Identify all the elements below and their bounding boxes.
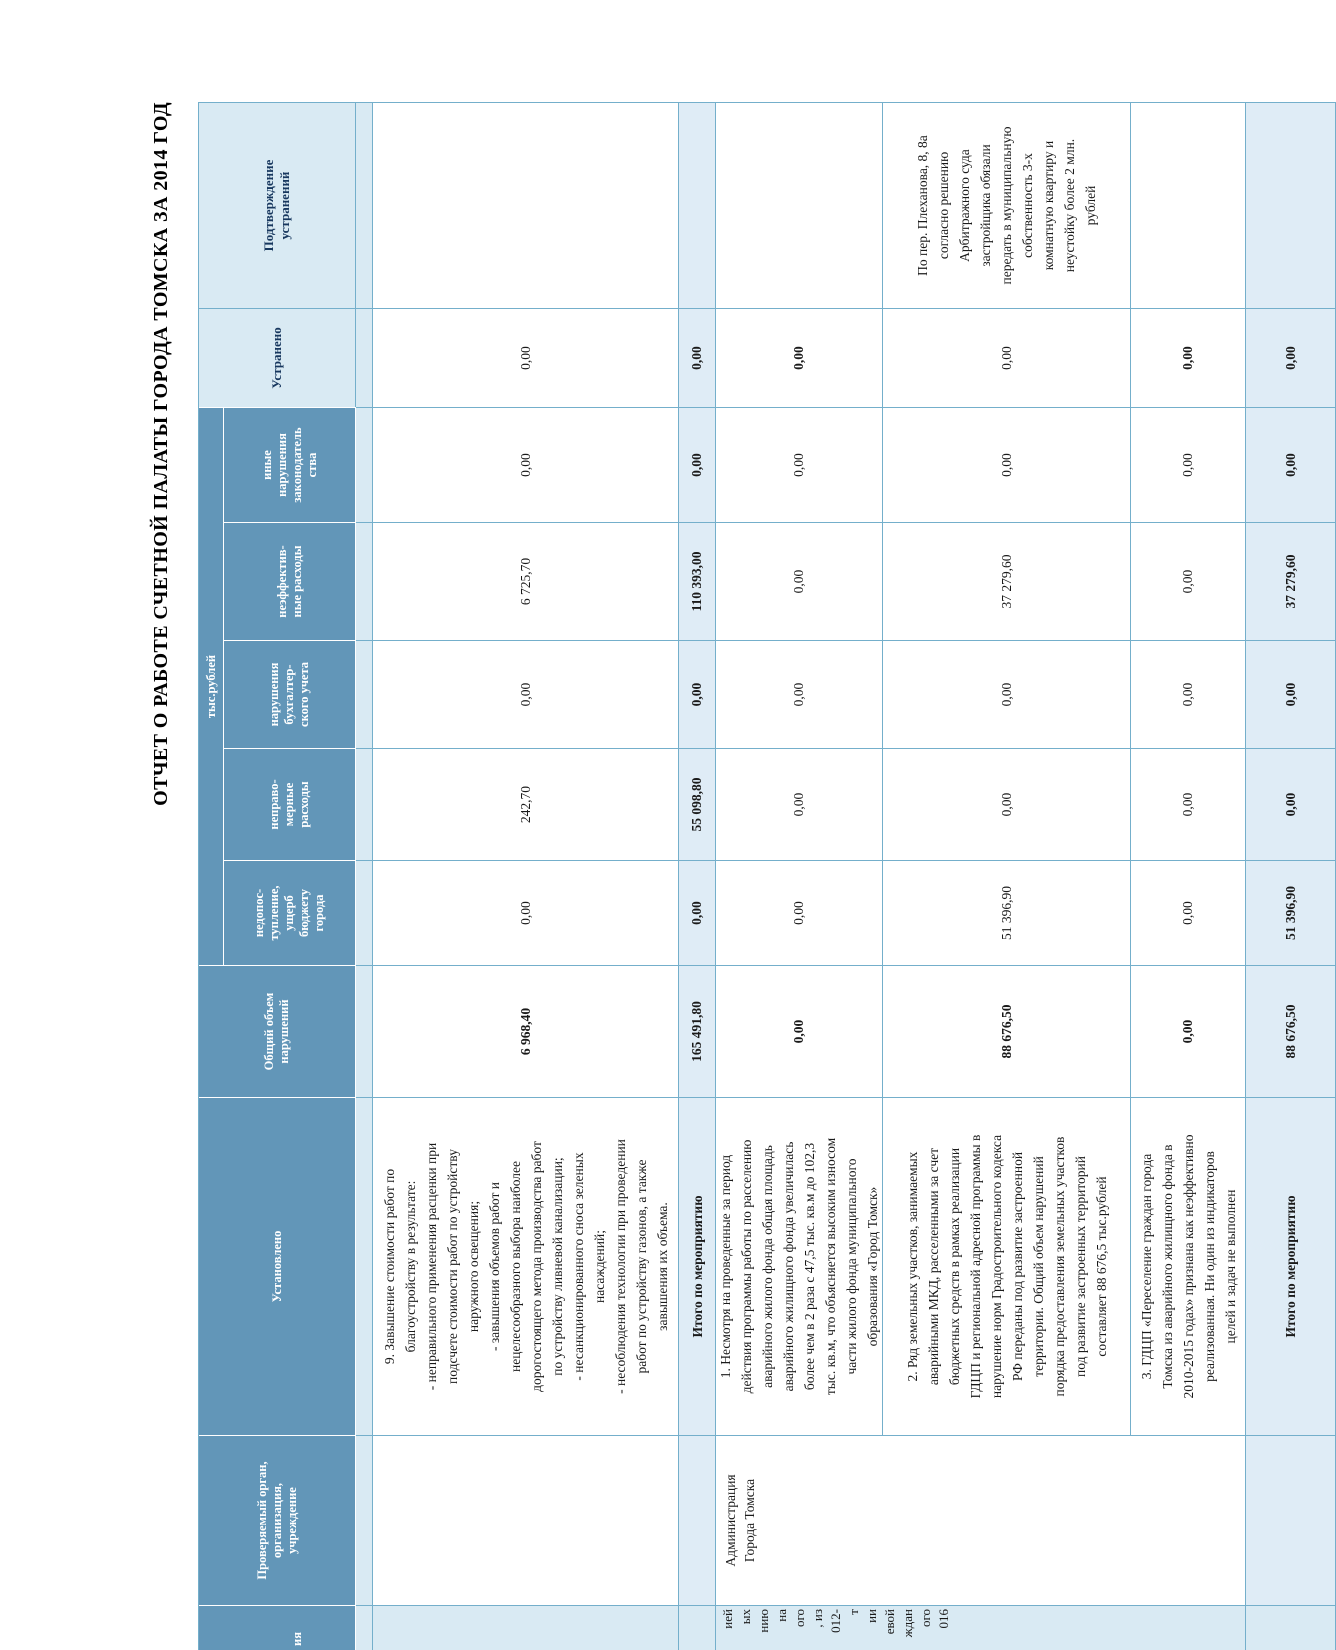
found-text-line: 3. ГДЦП «Переселение граждан города <box>1138 1153 1154 1380</box>
header-line: устранений <box>277 171 292 240</box>
cell-item-3-shortfall: 0,00 <box>1131 860 1246 965</box>
cell-item-9-other: 0,00 <box>373 407 679 522</box>
cell-item-1-accounting: 0,00 <box>716 640 883 748</box>
cell-item-1-ineffective: 0,00 <box>716 522 883 640</box>
fragment-line: на <box>774 1609 789 1622</box>
found-text-line: порядка предоставления земельных участков <box>1051 1136 1067 1397</box>
cell-item-9-ineffective: 6 725,70 <box>373 522 679 640</box>
found-text-line: - завышения объемов работ и <box>486 1181 502 1352</box>
spacer-row-cell <box>356 860 373 965</box>
cell-item-3-found <box>1131 1097 1246 1435</box>
header-line: учреждение <box>284 1487 299 1554</box>
header-line: ского учета <box>297 662 311 727</box>
found-text-line: территории. Общий объем нарушений <box>1030 1156 1046 1377</box>
subtotal-label: Итого по мероприятию <box>1283 1195 1298 1338</box>
cell-subtotal-1-illegitimate: 55 098,80 <box>679 748 716 860</box>
found-text-line: реализованная. Ни один из индикаторов <box>1201 1151 1217 1382</box>
found-text-line: РФ переданы под развитие застроенной <box>1009 1151 1025 1382</box>
cell-subtotal-2-confirmation <box>1246 102 1336 308</box>
found-text-line: подсчете стоимости работ по устройству <box>444 1149 460 1384</box>
document-title: ОТЧЕТ О РАБОТЕ СЧЕТНОЙ ПАЛАТЫ ГОРОДА ТОМСКА ЗА 2014 ГОД <box>150 102 172 806</box>
found-text-line: аварийного жилого фонда общая площадь <box>760 1145 775 1388</box>
spacer-row-cell <box>356 522 373 640</box>
header-line: нарушения <box>274 433 289 497</box>
cell-item-2-shortfall: 51 396,90 <box>883 860 1131 965</box>
cell-item-9-fixed: 0,00 <box>373 308 679 407</box>
header-line: расходы <box>297 781 311 828</box>
cell-subtotal-1-accounting: 0,00 <box>679 640 716 748</box>
cell-subtotal-2-accounting: 0,00 <box>1246 640 1336 748</box>
header-line: неправо- <box>267 779 281 830</box>
cell-subtotal-2-shortfall: 51 396,90 <box>1246 860 1336 965</box>
found-text-line: завышения их объема. <box>654 1202 670 1331</box>
found-text-line: дорогостоящего метода производства работ <box>528 1141 544 1392</box>
found-text-line: аварийного жилищного фонда увеличилась <box>781 1141 796 1392</box>
header-line: Установлено <box>269 1230 284 1303</box>
fragment-line: ией <box>720 1609 735 1629</box>
cell-item-9-accounting: 0,00 <box>373 640 679 748</box>
cell-item-9-found <box>373 1097 679 1435</box>
report-table <box>198 102 1336 1650</box>
spacer-row-cell <box>356 1097 373 1435</box>
found-text-line: более чем в 2 раза с 47,5 тыс. кв.м до 102,3 <box>802 1142 817 1391</box>
cell-subtotal-2-other: 0,00 <box>1246 407 1336 522</box>
found-text-line: составляет 88 676,5 тыс.рублей <box>1093 1176 1109 1357</box>
header-line: организация, <box>269 1482 284 1559</box>
spacer-row-cell <box>356 640 373 748</box>
header-line: ства <box>304 452 319 478</box>
units-banner <box>199 407 224 965</box>
found-text-line: 9. Завышение стоимости работ по <box>381 1168 397 1365</box>
name-cut-subtotal <box>1246 1605 1336 1650</box>
cell-item-3-ineffective: 0,00 <box>1131 522 1246 640</box>
cell-item-1-illegitimate: 0,00 <box>716 748 883 860</box>
spacer-row-cell <box>356 102 373 308</box>
cell-item-1-other: 0,00 <box>716 407 883 522</box>
cell-subtotal-1-ineffective: 110 393,00 <box>679 522 716 640</box>
header-line: недопос- <box>252 888 266 938</box>
spacer-row-cell <box>356 407 373 522</box>
confirmation-text-line: согласно решению <box>936 151 951 260</box>
cell-subtotal-2-fixed: 0,00 <box>1246 308 1336 407</box>
cell-item-1-fixed: 0,00 <box>716 308 883 407</box>
cell-subtotal-1-confirmation <box>679 102 716 308</box>
found-text-line: работ по устройству газонов, а также <box>633 1159 649 1374</box>
found-text-line: целей и задач не выполнен <box>1222 1189 1238 1344</box>
confirmation-text-line: комнатную квартиру и <box>1041 140 1056 271</box>
cell-subtotal-2-ineffective: 37 279,60 <box>1246 522 1336 640</box>
cell-subtotal-1-fixed: 0,00 <box>679 308 716 407</box>
header-line: законодатель <box>289 427 304 503</box>
cell-item-1-shortfall: 0,00 <box>716 860 883 965</box>
spacer-row-cell <box>356 1605 373 1650</box>
header-line: тупление, <box>267 885 281 941</box>
header-cell-total <box>199 965 356 1097</box>
header-line: города <box>312 894 326 932</box>
found-text-line: по устройству ливневой канализации; <box>549 1157 565 1376</box>
header-cell-shortfall <box>224 860 356 965</box>
org-line: Администрация <box>723 1474 738 1567</box>
confirmation-text-line: Арбитражного суда <box>957 149 972 262</box>
found-text-line: - несоблюдения технологии при проведении <box>612 1139 628 1394</box>
confirmation-text-line: собственность 3-х <box>1020 153 1035 258</box>
found-text-line: образования «Город Томск» <box>865 1186 880 1347</box>
cell-subtotal-1-shortfall: 0,00 <box>679 860 716 965</box>
name-cut-empty <box>373 1605 679 1650</box>
found-text-line: насаждений; <box>591 1230 607 1303</box>
header-cell-fixed <box>199 308 356 407</box>
fragment-line: ждан <box>900 1609 915 1638</box>
found-text-line: - несанкционированного сноса зеленых <box>570 1152 586 1381</box>
confirmation-text-line: рублей <box>1083 185 1098 226</box>
cell-item-2-found <box>883 1097 1131 1435</box>
spacer-row-cell <box>356 748 373 860</box>
cell-item-2-fixed: 0,00 <box>883 308 1131 407</box>
org-line: Города Томска <box>742 1478 757 1563</box>
header-line: Проверяемый орган, <box>254 1461 269 1580</box>
cell-subtotal-2-found <box>1246 1097 1336 1435</box>
found-text-line: части жилого фонда муниципального <box>844 1158 859 1375</box>
cell-item-1-found <box>716 1097 883 1435</box>
spacer-row-cell <box>356 1435 373 1605</box>
spacer-row-cell <box>356 965 373 1097</box>
org-cell-empty <box>373 1435 679 1605</box>
fragment-line: 016 <box>936 1609 951 1629</box>
cell-subtotal-1-found <box>679 1097 716 1435</box>
units-label: тыс.рублей <box>203 654 218 719</box>
header-line: неэффектив- <box>274 545 289 618</box>
found-text-line: нарушение норм Градостроительного кодекса <box>988 1134 1004 1399</box>
header-cell-illegitimate <box>224 748 356 860</box>
found-text-line: благоустройству в результате: <box>402 1180 418 1353</box>
cell-item-2-illegitimate: 0,00 <box>883 748 1131 860</box>
fragment-line: ого <box>792 1609 807 1628</box>
cell-item-2-total: 88 676,50 <box>883 965 1131 1097</box>
found-text-line: тыс. кв.м, что объясняется высоким износом <box>823 1137 838 1396</box>
fragment-line: ых <box>738 1609 753 1625</box>
header-line: нарушений <box>277 999 291 1064</box>
found-text-line: 2010-2015 годах» признана как неэффективно <box>1180 1134 1196 1399</box>
cell-item-3-illegitimate: 0,00 <box>1131 748 1246 860</box>
fragment-line: ии <box>864 1609 879 1623</box>
org-cell <box>716 1435 1246 1605</box>
cell-subtotal-1-other: 0,00 <box>679 407 716 522</box>
found-text-line: под развитие застроенных территорий <box>1072 1156 1088 1377</box>
found-text-line: 2. Ряд земельных участков, занимаемых <box>904 1151 920 1382</box>
header-line: бюджету <box>297 888 311 938</box>
cell-item-2-accounting: 0,00 <box>883 640 1131 748</box>
cell-item-3-confirmation <box>1131 102 1246 308</box>
header-line: ные расходы <box>289 545 304 618</box>
cell-item-3-fixed: 0,00 <box>1131 308 1246 407</box>
cell-item-3-total: 0,00 <box>1131 965 1246 1097</box>
name-cut-subtotal <box>679 1605 716 1650</box>
header-line: Общий объем <box>262 992 276 1071</box>
cell-item-9-shortfall: 0,00 <box>373 860 679 965</box>
cell-item-1-confirmation <box>716 102 883 308</box>
header-line: Устранено <box>269 327 284 389</box>
fragment-line: нию <box>756 1609 771 1633</box>
header-cell-ineffective <box>224 522 356 640</box>
cell-item-9-total: 6 968,40 <box>373 965 679 1097</box>
name-cut-fragments <box>716 1605 1246 1650</box>
cell-item-2-confirmation <box>883 102 1131 308</box>
cell-item-2-other: 0,00 <box>883 407 1131 522</box>
cell-item-2-ineffective: 37 279,60 <box>883 522 1131 640</box>
header-cell-other <box>224 407 356 522</box>
header-cell-accounting <box>224 640 356 748</box>
header-cell-confirmation <box>199 102 356 308</box>
found-text-line: бюджетных средств в рамках реализации <box>946 1147 962 1386</box>
confirmation-text-line: По пер. Плеханова, 8, 8а <box>915 135 930 276</box>
cell-subtotal-2-total: 88 676,50 <box>1246 965 1336 1097</box>
header-line: иные <box>259 450 274 480</box>
found-text-line: наружного освещения; <box>465 1200 481 1333</box>
cell-item-9-illegitimate: 242,70 <box>373 748 679 860</box>
cell-subtotal-2-illegitimate: 0,00 <box>1246 748 1336 860</box>
spacer-row-cell <box>356 308 373 407</box>
found-text-line: - неправильного применения расценки при <box>423 1142 439 1391</box>
confirmation-text-line: неустойку более 2 млн. <box>1062 138 1077 273</box>
org-cell-subtotal <box>679 1435 716 1605</box>
org-cell-subtotal <box>1246 1435 1336 1605</box>
found-text-line: 1. Несмотря на проведенные за период <box>718 1154 733 1379</box>
cell-subtotal-1-total: 165 491,80 <box>679 965 716 1097</box>
header-line: Подтверждение <box>261 159 276 252</box>
header-cell-org <box>199 1435 356 1605</box>
found-text-line: аварийными МКД, расселенными за счет <box>925 1147 941 1386</box>
fragment-line: евой <box>882 1609 897 1635</box>
found-text-line: ГДЦП и региональной адресной программы в <box>967 1134 983 1399</box>
cell-item-1-total: 0,00 <box>716 965 883 1097</box>
fragment-line: т <box>846 1609 861 1615</box>
found-text-line: действия программы работы по расселению <box>739 1139 754 1394</box>
fragment-line: , из <box>810 1609 825 1628</box>
cell-item-3-other: 0,00 <box>1131 407 1246 522</box>
found-text-line: нецелесообразного выбора наиболее <box>507 1160 523 1373</box>
subtotal-label: Итого по мероприятию <box>689 1195 705 1338</box>
header-line: мерные <box>282 782 296 827</box>
header-cell-found <box>199 1097 356 1435</box>
confirmation-text-line: застройщика обязали <box>978 144 993 267</box>
header-line: бухгалтер- <box>282 664 296 725</box>
fragment-line: ого <box>918 1609 933 1628</box>
confirmation-text-line: передать в муниципальную <box>999 126 1014 285</box>
cell-item-9-confirmation <box>373 102 679 308</box>
cell-item-3-accounting: 0,00 <box>1131 640 1246 748</box>
header-name-fragment: ия <box>290 1632 304 1646</box>
fragment-line: 012- <box>828 1609 843 1633</box>
found-text-line: Томска из аварийного жилищного фонда в <box>1159 1144 1175 1389</box>
header-cell-name-cut <box>199 1605 356 1650</box>
header-line: нарушения <box>267 662 281 727</box>
header-line: ущерб <box>282 895 296 931</box>
